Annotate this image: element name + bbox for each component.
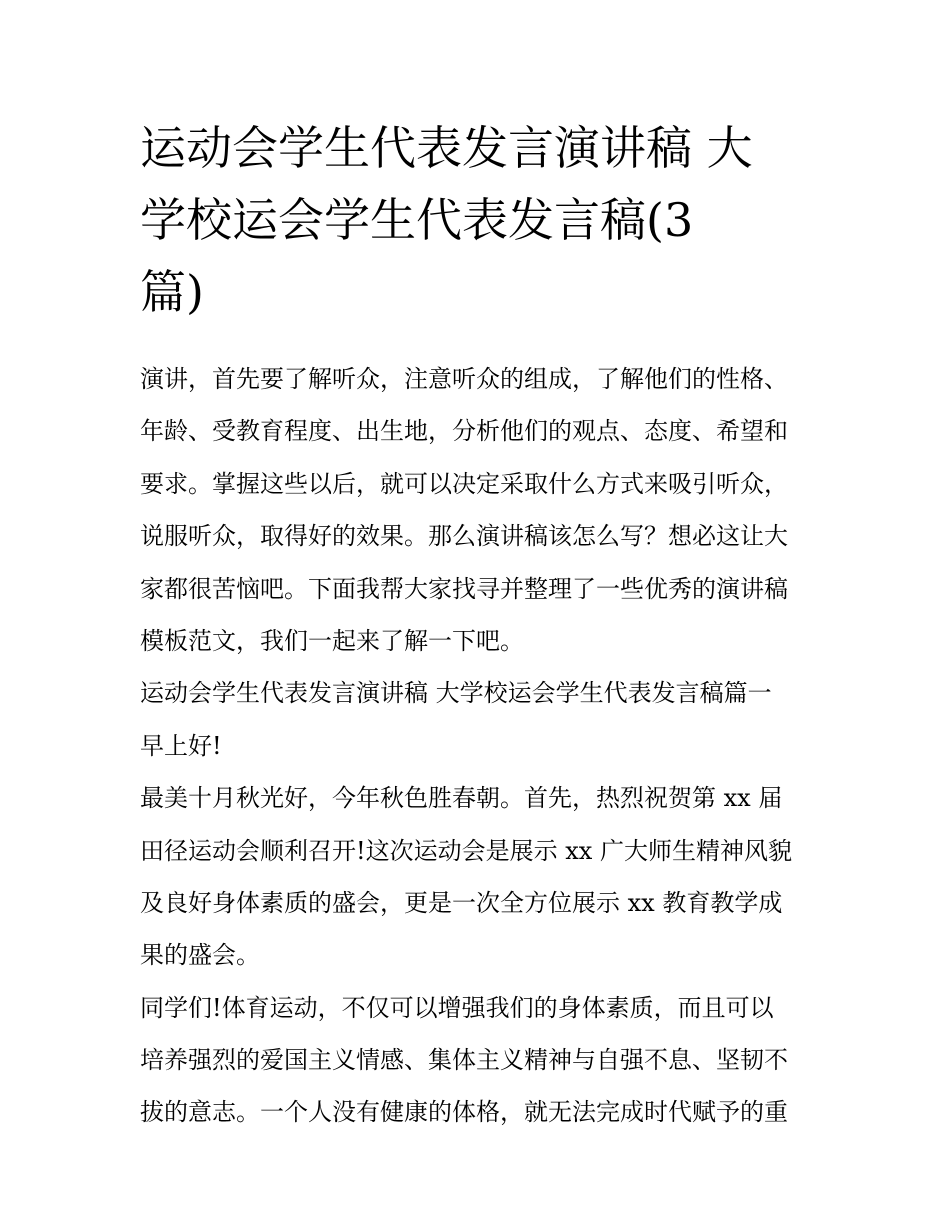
body-line: 同学们!体育运动，不仅可以增强我们的身体素质，而且可以: [140, 993, 774, 1022]
body-line: 演讲，首先要了解听众，注意听众的组成，了解他们的性格、: [140, 365, 788, 393]
body-line: 果的盛会。: [140, 941, 260, 970]
title-line: 运动会学生代表发言演讲稿 大: [140, 121, 753, 175]
greeting-line: 早上好!: [140, 731, 222, 760]
title-line: 学校运会学生代表发言稿(3: [140, 193, 694, 247]
body-line: 年龄、受教育程度、出生地，分析他们的观点、态度、希望和: [140, 417, 788, 446]
body-line: 最美十月秋光好，今年秋色胜春朝。首先，热烈祝贺第 xx 届: [140, 784, 783, 813]
body-line: 说服听众，取得好的效果。那么演讲稿该怎么写？想必这让大: [140, 522, 788, 551]
body-line: 培养强烈的爱国主义情感、集体主义精神与自强不息、坚韧不: [140, 1046, 788, 1075]
body-line: 家都很苦恼吧。下面我帮大家找寻并整理了一些优秀的演讲稿: [140, 574, 788, 603]
body-line: 拔的意志。一个人没有健康的体格，就无法完成时代赋予的重: [140, 1098, 788, 1127]
title-line: 篇): [140, 265, 204, 319]
body-line: 田径运动会顺利召开!这次运动会是展示 xx 广大师生精神风貌: [140, 836, 792, 865]
section-heading: 运动会学生代表发言演讲稿 大学校运会学生代表发言稿篇一: [140, 679, 772, 708]
body-line: 模板范文，我们一起来了解一下吧。: [140, 626, 524, 655]
document-title: [140, 112, 810, 328]
body-line: 及良好身体素质的盛会，更是一次全方位展示 xx 教育教学成: [140, 888, 783, 917]
document-body: [140, 353, 820, 1139]
body-line: 要求。掌握这些以后，就可以决定采取什么方式来吸引听众，: [140, 469, 788, 498]
